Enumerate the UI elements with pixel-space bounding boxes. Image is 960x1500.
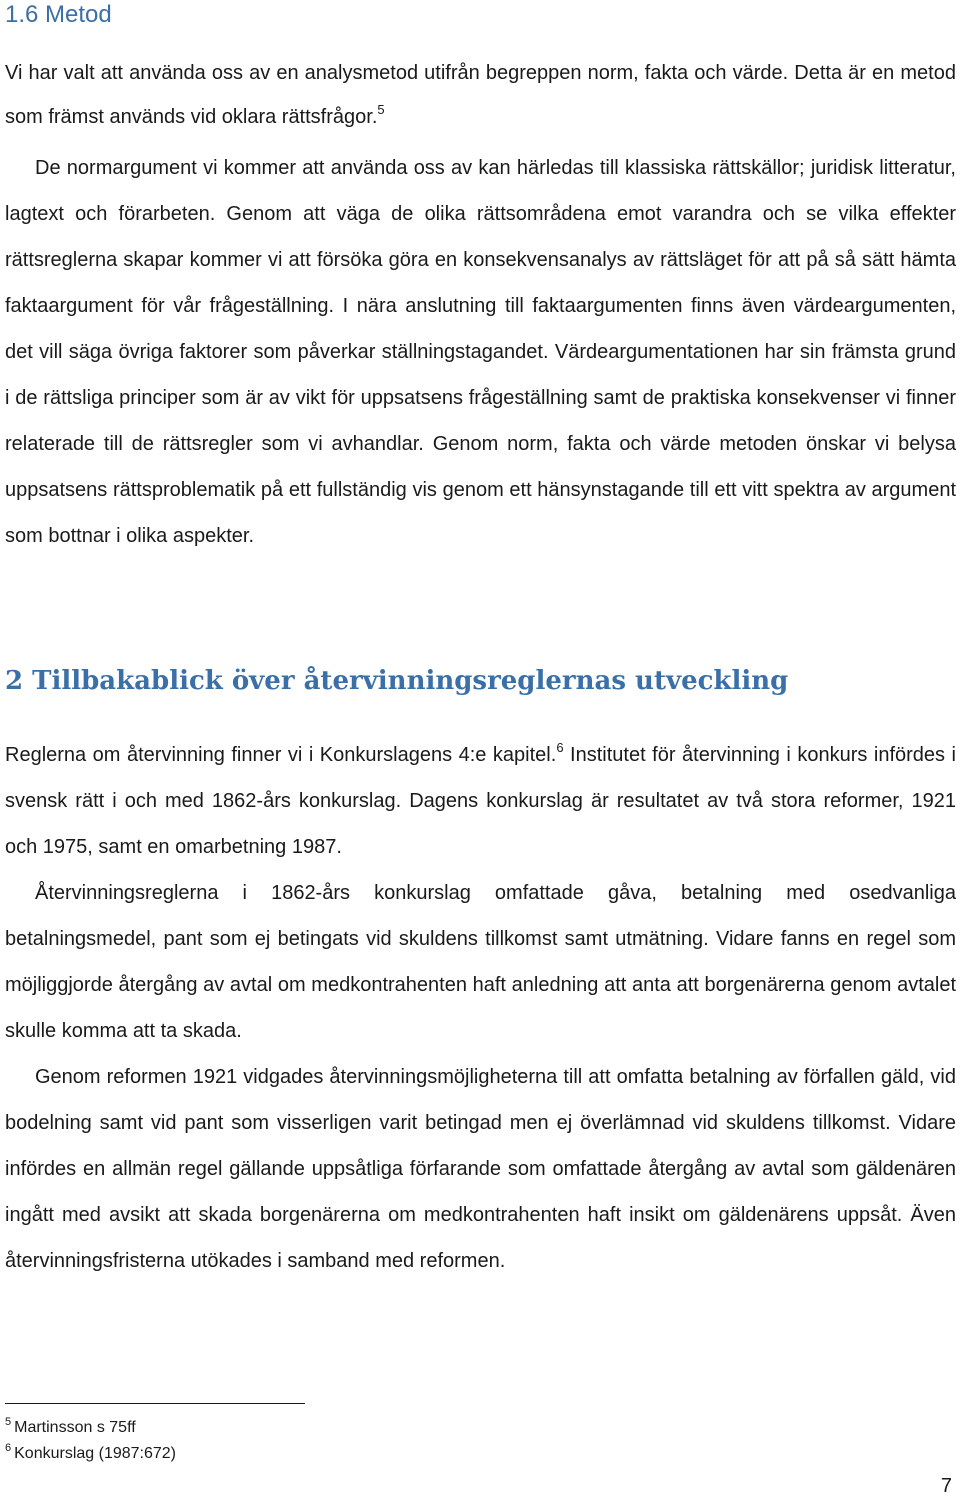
- footnote-ref: 6: [556, 740, 564, 755]
- footnote-text: Martinsson s 75ff: [14, 1419, 136, 1436]
- paragraph-text: Vi har valt att använda oss av en analysmetod utifrån begreppen norm, fakta och värde. Detta är en metod som främst används vid oklara rättsfrågor.: [5, 62, 956, 128]
- footnote-number: 6: [5, 1442, 12, 1454]
- footnote-divider: [5, 1403, 305, 1404]
- paragraph-recovery-rules: [5, 732, 956, 870]
- section-heading-history: 2 Tillbakablick över återvinningsreglernas utveckling: [5, 666, 789, 696]
- paragraph-norm-arguments: De normargument vi kommer att använda oss av kan härledas till klassiska rättskällor; juridisk litteratur, lagtext och förarbeten. Genom att väga de olika rättsområdena emot varandra och se vilka effekter rättsreglerna skapar kommer vi att försöka göra en konsekvensanalys av rättsläget för att på så sätt hämta faktaargument för vår frågeställning. I nära anslutning till faktaargumenten finns även värdeargumenten, det vill säga övriga faktorer som påverkar ställningstagandet. Värdeargumentationen har sin främsta grund i de rättsliga principer som är av vikt för uppsatsens frågeställning samt de praktiska konsekvenser vi finner relaterade till de rättsregler som vi avhandlar. Genom norm, fakta och värde metoden önskar vi belysa uppsatsens rättsproblematik på ett fullständig vis genom ett hänsynstagande till ett vitt spektra av argument som bottnar i olika aspekter.: [5, 157, 956, 547]
- footnote: [5, 1443, 176, 1465]
- section-heading-metod: 1.6 Metod: [5, 1, 112, 28]
- footnote-ref: 5: [377, 102, 385, 117]
- footnote-number: 5: [5, 1416, 12, 1428]
- footnote-text: Konkurslag (1987:672): [14, 1445, 177, 1462]
- footnote: [5, 1417, 136, 1439]
- paragraph-1921-reform: Genom reformen 1921 vidgades återvinningsmöjligheterna till att omfatta betalning av förfallen gäld, vid bodelning samt vid pant som visserligen varit betingad men ej överlämnad vid skuldens tillkomst. Vidare infördes en allmän regel gällande uppsåtliga förfarande som omfattade återgång av avtal som gäldenären ingått med avsikt att skada borgenärerna om medkontrahenten haft insikt om gäldenärens uppsåt. Även återvinningsfristerna utökades i samband med reformen.: [5, 1066, 956, 1272]
- paragraph-text: Institutet för återvinning i konkurs infördes i svensk rätt i och med 1862-års konkurslag. Dagens konkurslag är resultatet av två stora reformer, 1921 och 1975, samt en omarbetning 1987.: [5, 744, 956, 858]
- paragraph-text: Reglerna om återvinning finner vi i Konkurslagens 4:e kapitel.: [5, 744, 557, 766]
- page-number: 7: [940, 1475, 952, 1497]
- paragraph-1862-law: Återvinningsreglerna i 1862-års konkurslag omfattade gåva, betalning med osedvanliga betalningsmedel, pant som ej betingats vid skuldens tillkomst samt utmätning. Vidare fanns en regel som möjliggjorde återgång av avtal om medkontrahenten haft anledning att anta att borgenärerna genom avtalet skulle komma att ta skada.: [5, 882, 956, 1042]
- paragraph-method-intro: [5, 51, 956, 139]
